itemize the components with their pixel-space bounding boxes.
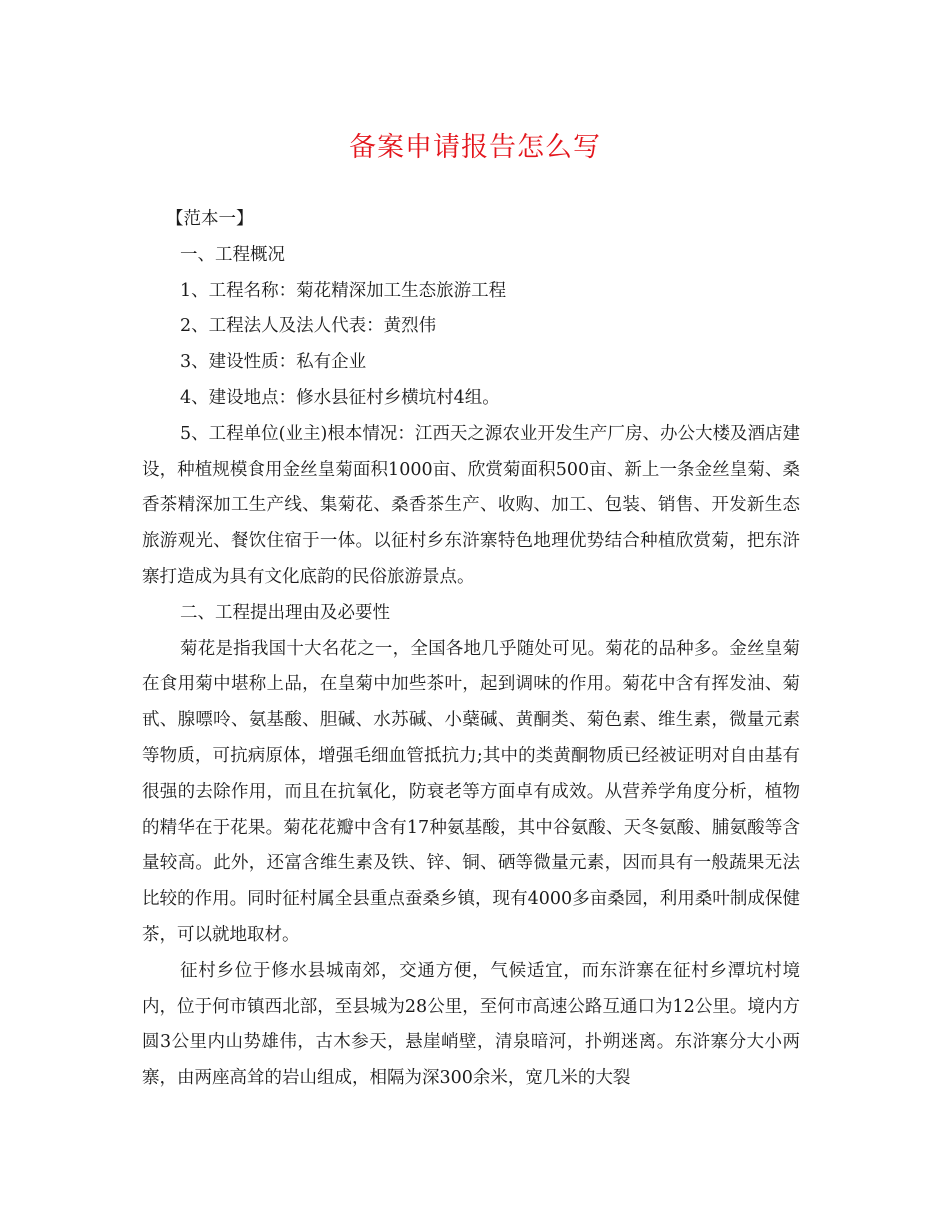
heading-project-overview: 一、工程概况 [180,244,285,265]
paragraph-location-description: 征村乡位于修水县城南郊，交通方便，气候适宜，而东浒寨在征村乡潭坑村境内，位于何市镇西北部，至县城为28公里，至何市高速公路互通口为12公里。境内方圆3公里内山势雄伟，古木参天，悬崖峭壁，清泉暗河，扑朔迷离。东浒寨分大小两寨，由两座高耸的岩山组成，相隔为深300余米，宽几米的大裂 [142,960,800,1089]
item-owner-basic-info: 5、工程单位(业主)根本情况：江西天之源农业开发生产厂房、办公大楼及酒店建设，种植规模食用金丝皇菊面积1000亩、欣赏菊面积500亩、新上一条金丝皇菊、桑香茶精深加工生产线、集菊花、桑香茶生产、收购、加工、包装、销售、开发新生态旅游观光、餐饮住宿于一体。以征村乡东浒寨特色地理优势结合种植欣赏菊，把东浒寨打造成为具有文化底韵的民俗旅游景点。 [142,423,800,587]
paragraph-chrysanthemum-benefits: 菊花是指我国十大名花之一，全国各地几乎随处可见。菊花的品种多。金丝皇菊在食用菊中堪称上品，在皇菊中加些茶叶，起到调味的作用。菊花中含有挥发油、菊甙、腺嘌呤、氨基酸、胆碱、水苏碱、小蘖碱、黄酮类、菊色素、维生素，微量元素等物质，可抗病原体，增强毛细血管抵抗力;其中的类黄酮物质已经被证明对自由基有很强的去除作用，而且在抗氧化，防衰老等方面卓有成效。从营养学角度分析，植物的精华在于花果。菊花花瓣中含有17种氨基酸，其中谷氨酸、天冬氨酸、脯氨酸等含量较高。此外，还富含维生素及铁、锌、铜、硒等微量元素，因而具有一般蔬果无法比较的作用。同时征村属全县重点蚕桑乡镇，现有4000多亩桑园，利用桑叶制成保健茶，可以就地取材。 [142,638,800,945]
item-construction-location: 4、建设地点：修水县征村乡横坑村4组。 [180,387,500,408]
heading-reasons-and-necessity: 二、工程提出理由及必要性 [180,602,390,623]
section-label-template-one: 【范本一】 [166,209,254,229]
document-title: 备案申请报告怎么写 [349,132,601,163]
item-construction-nature: 3、建设性质：私有企业 [180,352,367,373]
item-legal-representative: 2、工程法人及法人代表：黄烈伟 [180,316,437,337]
item-project-name: 1、工程名称：菊花精深加工生态旅游工程 [180,280,507,301]
document-body [142,202,800,1097]
